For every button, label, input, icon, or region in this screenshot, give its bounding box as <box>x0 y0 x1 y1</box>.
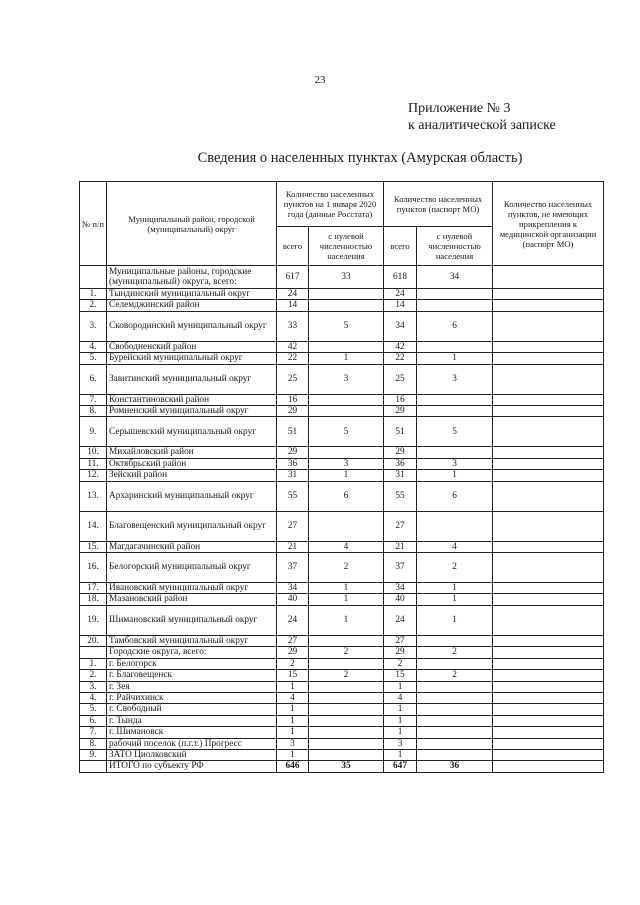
cell-r-total: 33 <box>277 311 309 341</box>
cell-m-zero <box>417 704 493 715</box>
cell-r-zero <box>309 727 384 738</box>
cell-no-attach <box>493 353 604 364</box>
cell-m-total: 31 <box>384 470 417 481</box>
cell-r-zero <box>309 749 384 760</box>
cell-m-total: 1 <box>384 727 417 738</box>
cell-no-attach <box>493 635 604 646</box>
cell-no-attach <box>493 481 604 511</box>
district-name: Тындинский муниципальный округ <box>107 289 277 300</box>
cell-m-zero <box>417 658 493 669</box>
cell-m-total: 16 <box>384 394 417 405</box>
row-number: 5. <box>80 353 107 364</box>
table-row <box>80 605 604 635</box>
cell-m-total: 55 <box>384 481 417 511</box>
cell-r-total: 42 <box>277 341 309 352</box>
cell-r-total: 51 <box>277 417 309 447</box>
cell-m-total: 1 <box>384 749 417 760</box>
table-row <box>80 715 604 726</box>
cell-m-zero: 1 <box>417 353 493 364</box>
table-row <box>80 553 604 583</box>
cell-m-zero <box>417 635 493 646</box>
cell-no-attach <box>493 605 604 635</box>
cell-r-zero <box>309 289 384 300</box>
cell-r-zero: 33 <box>309 266 384 289</box>
cell-m-total: 34 <box>384 311 417 341</box>
row-number: 18. <box>80 594 107 605</box>
cell-r-zero <box>309 394 384 405</box>
cell-m-zero: 1 <box>417 594 493 605</box>
header-district: Муниципальный район, городской (муниципальный) округ <box>107 182 277 266</box>
header-rosstat-total: всего <box>277 227 309 266</box>
cell-r-total: 29 <box>277 406 309 417</box>
cell-no-attach <box>493 541 604 552</box>
table-row <box>80 470 604 481</box>
cell-m-total: 3 <box>384 738 417 749</box>
table-row <box>80 658 604 669</box>
header-no-attachment: Количество населенных пунктов, не имеющих прикрепления к медицинской организации (паспорт МО) <box>493 182 604 266</box>
header-rosstat-zero: с нулевой численностью населения <box>309 227 384 266</box>
cell-value: 35 <box>341 761 351 772</box>
row-number: 12. <box>80 470 107 481</box>
row-number: 13. <box>80 481 107 511</box>
cell-no-attach <box>493 364 604 394</box>
header-mo-total: всего <box>384 227 417 266</box>
district-name: Селемджинский район <box>107 300 277 311</box>
district-name: ЗАТО Циолковский <box>107 749 277 760</box>
cell-m-zero: 2 <box>417 647 493 658</box>
cell-m-zero: 34 <box>417 266 493 289</box>
cell-m-zero <box>417 447 493 458</box>
cell-r-zero <box>309 681 384 692</box>
cell-m-zero <box>417 715 493 726</box>
cell-no-attach <box>493 727 604 738</box>
table-row <box>80 692 604 703</box>
cell-m-total: 1 <box>384 681 417 692</box>
cell-m-zero <box>417 749 493 760</box>
cell-m-total: 2 <box>384 658 417 669</box>
cell-r-total: 25 <box>277 364 309 394</box>
district-name: Городские округа, всего: <box>107 647 277 658</box>
cell-r-total: 3 <box>277 738 309 749</box>
row-number: 1. <box>80 658 107 669</box>
cell-r-total: 2 <box>277 658 309 669</box>
cell-r-zero: 1 <box>309 583 384 594</box>
cell-no-attach <box>493 670 604 681</box>
district-name: Сковородинский муниципальный округ <box>107 311 277 341</box>
cell-r-zero <box>309 406 384 417</box>
table-row <box>80 364 604 394</box>
row-number: 16. <box>80 553 107 583</box>
cell-m-total: 51 <box>384 417 417 447</box>
cell-r-zero: 2 <box>309 647 384 658</box>
cell-r-total: 55 <box>277 481 309 511</box>
cell-no-attach <box>493 738 604 749</box>
cell-r-zero <box>309 738 384 749</box>
row-number: 8. <box>80 406 107 417</box>
header-mo-passport: Количество населенных пунктов (паспорт МО) <box>384 182 493 227</box>
row-number: 7. <box>80 394 107 405</box>
table-row <box>80 289 604 300</box>
settlements-table <box>79 181 604 773</box>
cell-m-total: 15 <box>384 670 417 681</box>
cell-m-zero <box>417 394 493 405</box>
district-name: г. Свободный <box>107 704 277 715</box>
cell-m-zero <box>417 681 493 692</box>
cell-r-zero: 1 <box>309 605 384 635</box>
cell-m-total: 25 <box>384 364 417 394</box>
cell-r-zero <box>309 300 384 311</box>
cell-m-total: 27 <box>384 511 417 541</box>
cell-m-zero <box>417 300 493 311</box>
table-row <box>80 447 604 458</box>
cell-m-total: 27 <box>384 635 417 646</box>
cell-m-zero: 2 <box>417 670 493 681</box>
cell-r-total: 24 <box>277 289 309 300</box>
cell-m-zero <box>417 738 493 749</box>
document-title: Сведения о населенных пунктах (Амурская область) <box>197 150 523 166</box>
row-number: 3. <box>80 311 107 341</box>
cell-no-attach <box>493 715 604 726</box>
cell-no-attach <box>493 553 604 583</box>
cell-m-total: 40 <box>384 594 417 605</box>
cell-r-zero: 1 <box>309 470 384 481</box>
cell-r-total: 617 <box>277 266 309 289</box>
cell-r-zero <box>309 511 384 541</box>
total-row <box>80 761 604 772</box>
cell-r-total: 1 <box>277 749 309 760</box>
district-name: Мазановский район <box>107 594 277 605</box>
cell-m-total: 36 <box>384 458 417 469</box>
row-number: 19. <box>80 605 107 635</box>
cell-m-total: 24 <box>384 605 417 635</box>
cell-m-total: 29 <box>384 647 417 658</box>
cell-no-attach <box>493 266 604 289</box>
district-name: г. Райчихинск <box>107 692 277 703</box>
cell-r-zero: 5 <box>309 417 384 447</box>
district-name: Завитинский муниципальный округ <box>107 364 277 394</box>
row-number: 9. <box>80 417 107 447</box>
appendix-line-2: к аналитической записке <box>408 118 556 133</box>
cell-no-attach <box>493 658 604 669</box>
cell-m-zero: 2 <box>417 553 493 583</box>
district-name: рабочий поселок (п.г.т.) Прогресс <box>107 738 277 749</box>
cell-r-total <box>277 761 309 772</box>
cell-m-zero: 6 <box>417 481 493 511</box>
district-name: Свободненский район <box>107 341 277 352</box>
table-row <box>80 341 604 352</box>
cell-r-total: 4 <box>277 692 309 703</box>
cell-m-zero <box>417 692 493 703</box>
cell-m-zero <box>417 727 493 738</box>
row-number: 17. <box>80 583 107 594</box>
district-name: Благовещенский муниципальный округ <box>107 511 277 541</box>
cell-r-zero <box>309 692 384 703</box>
cell-r-total: 36 <box>277 458 309 469</box>
district-name: г. Благовещенск <box>107 670 277 681</box>
cell-m-total: 14 <box>384 300 417 311</box>
row-number <box>80 266 107 289</box>
table-row <box>80 300 604 311</box>
cell-r-zero: 2 <box>309 670 384 681</box>
cell-m-zero: 3 <box>417 458 493 469</box>
cell-r-total: 27 <box>277 635 309 646</box>
district-name: г. Тында <box>107 715 277 726</box>
summary-row-city <box>80 647 604 658</box>
cell-m-total: 21 <box>384 541 417 552</box>
cell-r-zero: 1 <box>309 353 384 364</box>
cell-r-total: 1 <box>277 704 309 715</box>
table-row <box>80 511 604 541</box>
cell-r-zero: 5 <box>309 311 384 341</box>
cell-m-zero <box>417 341 493 352</box>
cell-r-total: 16 <box>277 394 309 405</box>
cell-no-attach <box>493 394 604 405</box>
district-name: ИТОГО по субъекту РФ <box>107 761 277 772</box>
row-number: 6. <box>80 364 107 394</box>
row-number: 2. <box>80 300 107 311</box>
cell-r-total: 34 <box>277 583 309 594</box>
cell-r-zero <box>309 447 384 458</box>
row-number: 7. <box>80 727 107 738</box>
cell-m-zero <box>417 761 493 772</box>
cell-value: 646 <box>285 761 300 772</box>
table-row <box>80 738 604 749</box>
cell-m-total <box>384 761 417 772</box>
district-name: Зейский район <box>107 470 277 481</box>
district-name: Шимановский муниципальный округ <box>107 605 277 635</box>
header-num: № п/п <box>80 182 107 266</box>
row-number: 3. <box>80 681 107 692</box>
district-name: Белогорский муниципальный округ <box>107 553 277 583</box>
table-row <box>80 311 604 341</box>
cell-r-total: 1 <box>277 727 309 738</box>
cell-no-attach <box>493 300 604 311</box>
row-number: 9. <box>80 749 107 760</box>
cell-no-attach <box>493 470 604 481</box>
cell-m-total: 618 <box>384 266 417 289</box>
cell-r-total: 1 <box>277 715 309 726</box>
cell-r-zero: 1 <box>309 594 384 605</box>
cell-m-zero: 1 <box>417 470 493 481</box>
cell-m-total: 1 <box>384 704 417 715</box>
cell-r-total: 24 <box>277 605 309 635</box>
cell-r-total: 21 <box>277 541 309 552</box>
cell-m-zero: 1 <box>417 583 493 594</box>
district-name: Михайловский район <box>107 447 277 458</box>
row-number <box>80 647 107 658</box>
cell-r-zero: 3 <box>309 364 384 394</box>
row-number: 15. <box>80 541 107 552</box>
row-number: 8. <box>80 738 107 749</box>
table-row <box>80 394 604 405</box>
table-row <box>80 727 604 738</box>
header-rosstat: Количество населенных пунктов на 1 января 2020 года (данные Росстата) <box>277 182 384 227</box>
cell-r-zero <box>309 341 384 352</box>
table-body <box>80 266 604 773</box>
cell-m-total: 37 <box>384 553 417 583</box>
row-number: 14. <box>80 511 107 541</box>
district-name: г. Шимановск <box>107 727 277 738</box>
row-number: 2. <box>80 670 107 681</box>
cell-m-zero <box>417 511 493 541</box>
cell-m-zero <box>417 289 493 300</box>
row-number: 4. <box>80 692 107 703</box>
district-name: Октябрьский район <box>107 458 277 469</box>
cell-no-attach <box>493 761 604 772</box>
district-name: Ромненский муниципальный округ <box>107 406 277 417</box>
cell-m-total: 24 <box>384 289 417 300</box>
cell-m-total: 22 <box>384 353 417 364</box>
cell-no-attach <box>493 692 604 703</box>
cell-m-total: 1 <box>384 715 417 726</box>
appendix-line-1: Приложение № 3 <box>408 101 511 116</box>
appendix-note <box>408 100 556 134</box>
cell-m-zero: 1 <box>417 605 493 635</box>
cell-r-total: 15 <box>277 670 309 681</box>
cell-r-zero: 2 <box>309 553 384 583</box>
row-number: 4. <box>80 341 107 352</box>
cell-r-total: 29 <box>277 647 309 658</box>
cell-no-attach <box>493 341 604 352</box>
table-header-row-1 <box>80 182 604 227</box>
cell-no-attach <box>493 417 604 447</box>
table-row <box>80 406 604 417</box>
row-number <box>80 761 107 772</box>
cell-r-zero <box>309 635 384 646</box>
cell-no-attach <box>493 511 604 541</box>
district-name: Бурейский муниципальный округ <box>107 353 277 364</box>
cell-m-total: 4 <box>384 692 417 703</box>
cell-m-zero: 3 <box>417 364 493 394</box>
summary-row-municipal <box>80 266 604 289</box>
cell-r-zero <box>309 704 384 715</box>
cell-r-total: 14 <box>277 300 309 311</box>
table-row <box>80 417 604 447</box>
table-row <box>80 594 604 605</box>
table-row <box>80 670 604 681</box>
cell-r-zero <box>309 715 384 726</box>
cell-no-attach <box>493 406 604 417</box>
row-number: 5. <box>80 704 107 715</box>
cell-r-total: 37 <box>277 553 309 583</box>
district-name: Магдагачинский район <box>107 541 277 552</box>
cell-r-zero: 3 <box>309 458 384 469</box>
cell-no-attach <box>493 447 604 458</box>
row-number: 11. <box>80 458 107 469</box>
cell-m-total: 34 <box>384 583 417 594</box>
cell-m-zero <box>417 406 493 417</box>
row-number: 6. <box>80 715 107 726</box>
table-row <box>80 583 604 594</box>
cell-r-total: 29 <box>277 447 309 458</box>
cell-m-total: 29 <box>384 406 417 417</box>
district-name: Архаринский муниципальный округ <box>107 481 277 511</box>
cell-m-total: 29 <box>384 447 417 458</box>
cell-r-zero <box>309 658 384 669</box>
row-number: 1. <box>80 289 107 300</box>
table-row <box>80 353 604 364</box>
district-name: г. Зея <box>107 681 277 692</box>
cell-r-zero: 4 <box>309 541 384 552</box>
table-row <box>80 681 604 692</box>
district-name: Ивановский муниципальный округ <box>107 583 277 594</box>
cell-no-attach <box>493 594 604 605</box>
cell-no-attach <box>493 289 604 300</box>
cell-no-attach <box>493 749 604 760</box>
row-number: 10. <box>80 447 107 458</box>
table-row <box>80 541 604 552</box>
cell-no-attach <box>493 647 604 658</box>
cell-r-total: 22 <box>277 353 309 364</box>
table-row <box>80 749 604 760</box>
cell-m-total: 42 <box>384 341 417 352</box>
district-name: Серышевский муниципальный округ <box>107 417 277 447</box>
cell-r-total: 31 <box>277 470 309 481</box>
cell-r-total: 40 <box>277 594 309 605</box>
cell-no-attach <box>493 704 604 715</box>
district-name: Константиновский район <box>107 394 277 405</box>
cell-no-attach <box>493 583 604 594</box>
cell-m-zero: 4 <box>417 541 493 552</box>
cell-value: 647 <box>393 761 407 772</box>
page-number: 23 <box>314 74 326 86</box>
header-mo-zero: с нулевой численностью населения <box>417 227 493 266</box>
district-name: г. Белогорск <box>107 658 277 669</box>
table-row <box>80 481 604 511</box>
cell-no-attach <box>493 311 604 341</box>
cell-r-total: 27 <box>277 511 309 541</box>
district-name: Муниципальные районы, городские (муниципальный) округа, всего: <box>107 266 277 289</box>
cell-m-zero: 6 <box>417 311 493 341</box>
cell-r-zero <box>309 761 384 772</box>
row-number: 20. <box>80 635 107 646</box>
cell-no-attach <box>493 458 604 469</box>
district-name: Тамбовский муниципальный округ <box>107 635 277 646</box>
cell-r-zero: 6 <box>309 481 384 511</box>
cell-no-attach <box>493 681 604 692</box>
table-row <box>80 704 604 715</box>
cell-value: 36 <box>449 761 460 772</box>
table-row <box>80 458 604 469</box>
cell-m-zero: 5 <box>417 417 493 447</box>
table-row <box>80 635 604 646</box>
cell-r-total: 1 <box>277 681 309 692</box>
